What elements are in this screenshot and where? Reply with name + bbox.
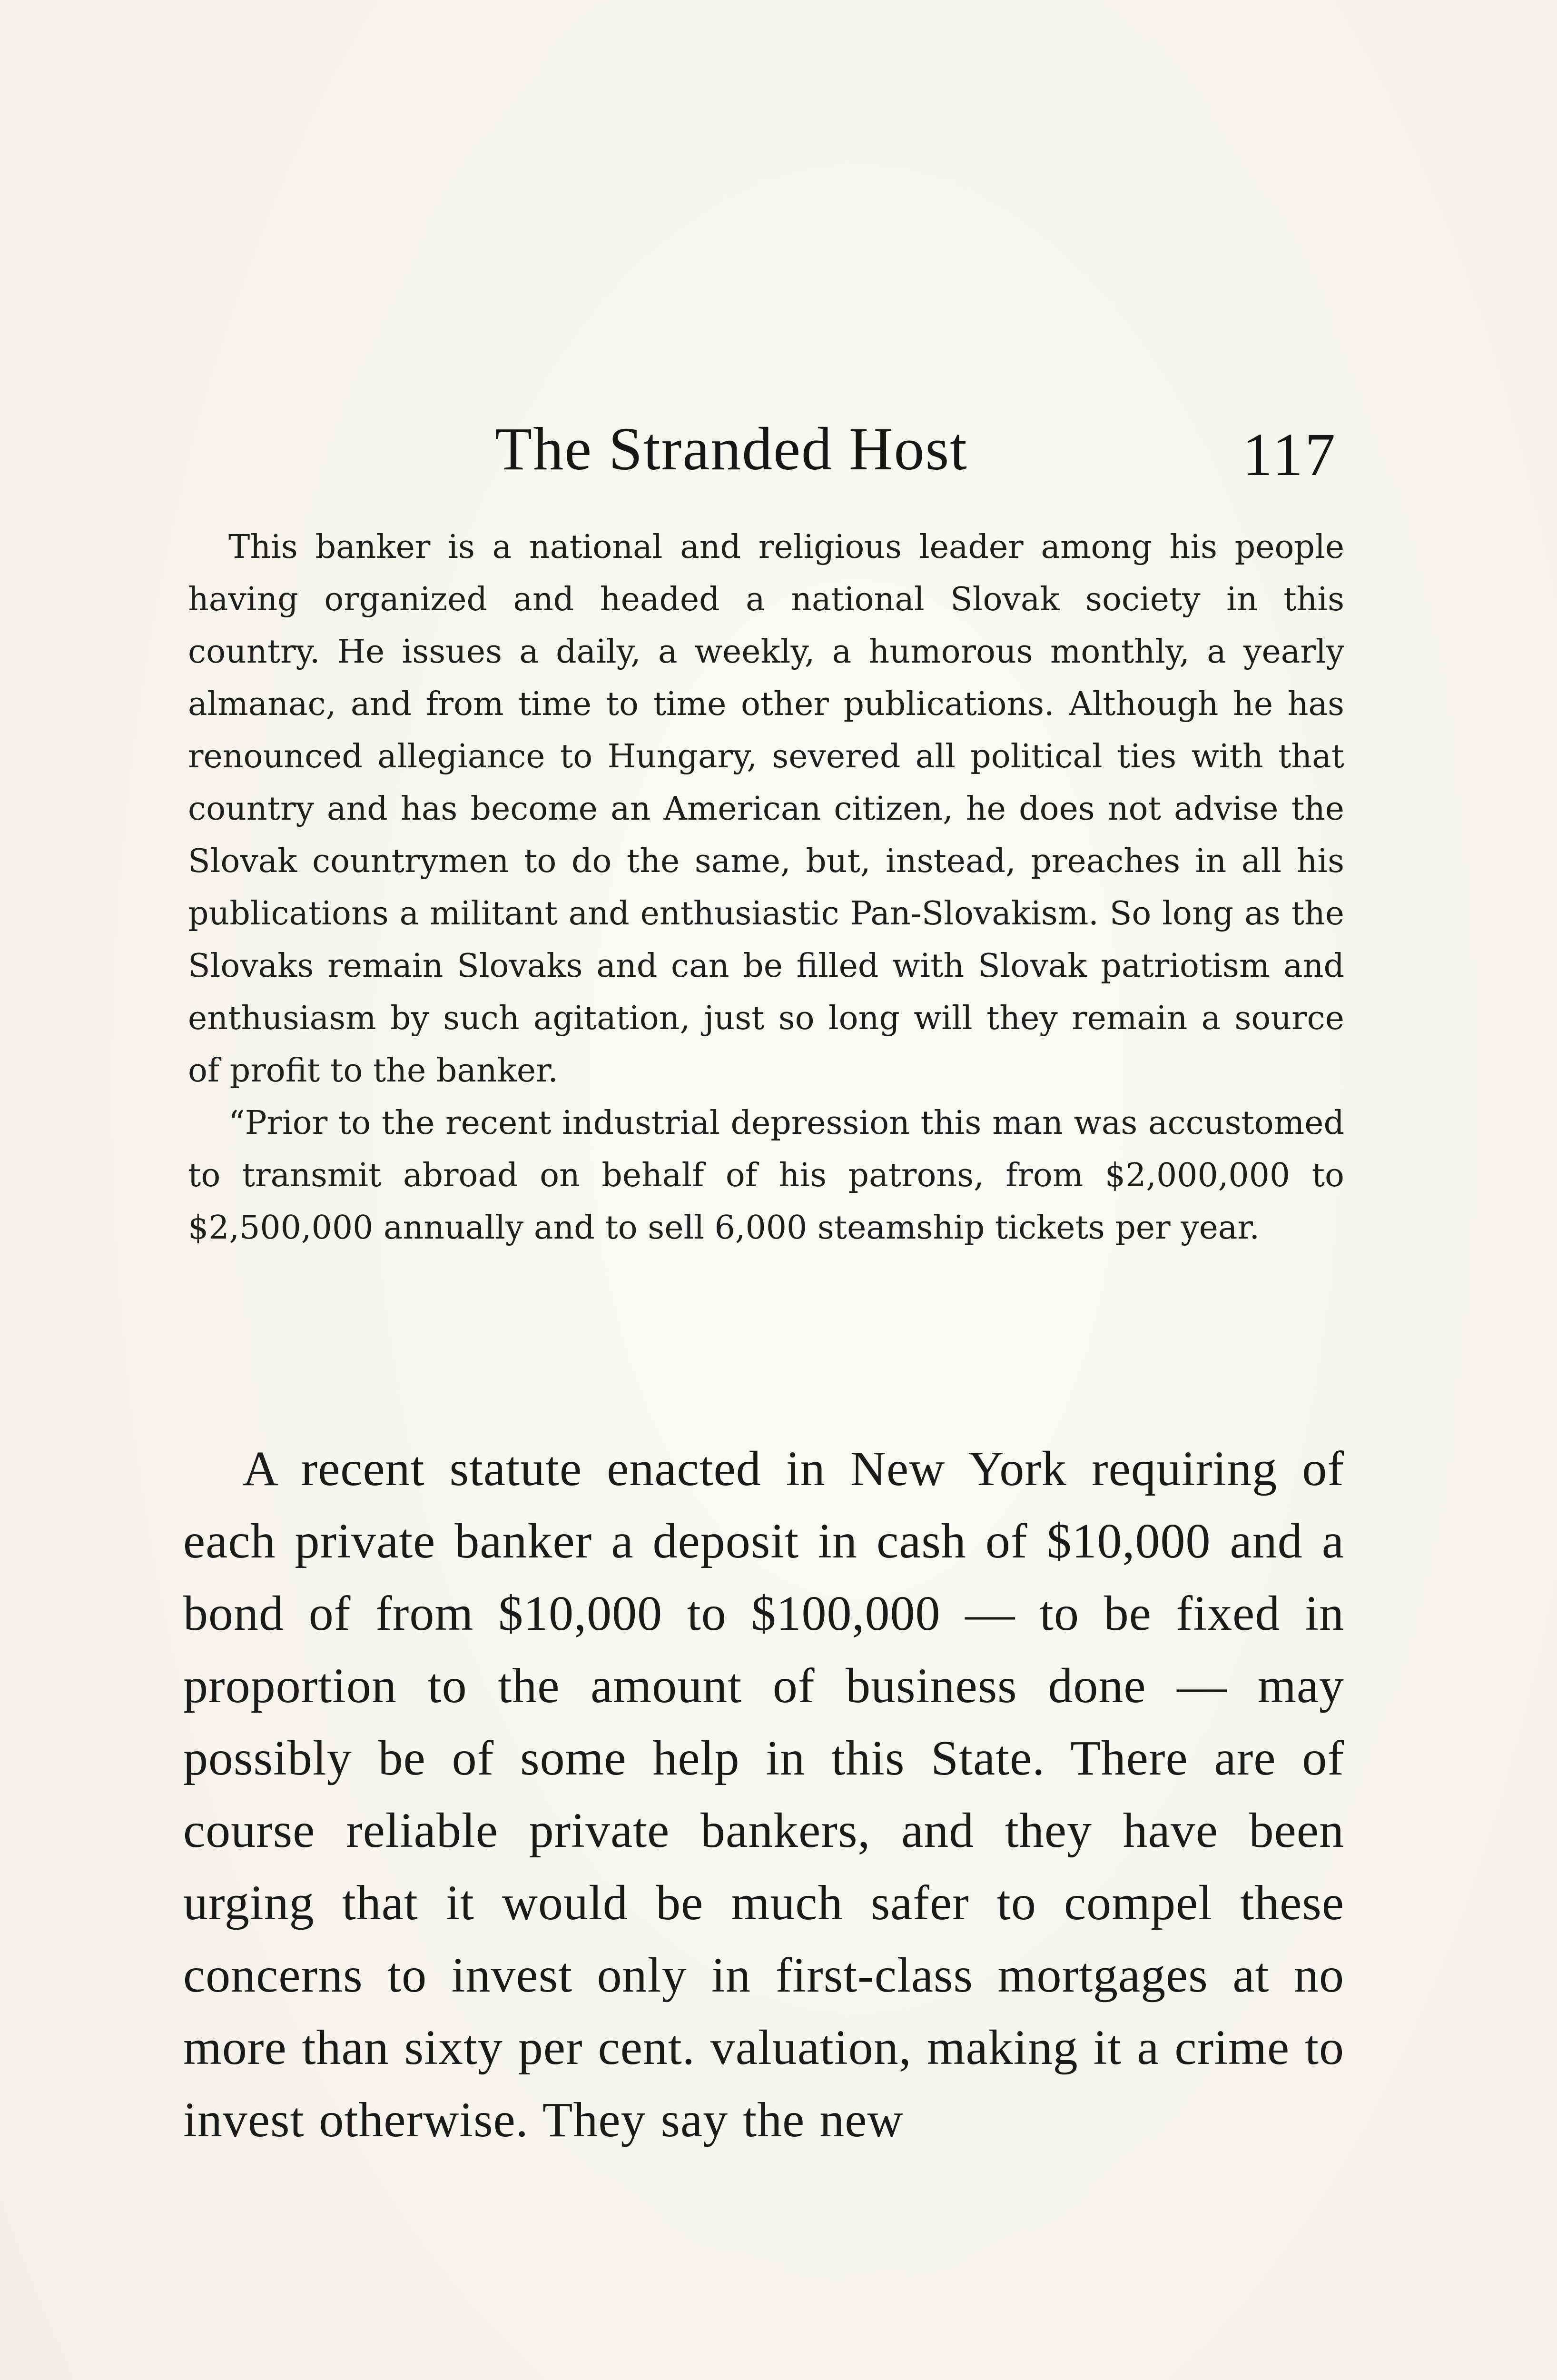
running-title: The Stranded Host: [495, 415, 968, 483]
quoted-extract: [188, 521, 1344, 1254]
body-text: [183, 1433, 1344, 2156]
quote-paragraph-1: This banker is a national and religious leader among his people having organized and headed a national Slovak society in this country. He issues a daily, a weekly, a humorous monthly, a yearly almanac, and from time to time other publications. Although he has renounced allegiance to Hungary, severed all political ties with that country and has become an American citizen, he does not advise the Slovak countrymen to do the same, but, instead, preaches in all his publications a militant and enthusiastic Pan-Slovakism. So long as the Slovaks remain Slovaks and can be filled with Slovak patriotism and enthusiasm by such agitation, just so long will they remain a source of profit to the banker.: [188, 528, 1344, 1090]
page-header: [186, 414, 1342, 495]
quote-paragraph-2: “Prior to the recent industrial depression this man was accustomed to transmit abroad on behalf of his patrons, from $2,000,000 to $2,500,000 annually and to sell 6,000 steamship tickets per year.: [188, 1104, 1344, 1247]
body-paragraph: A recent statute enacted in New York requiring of each private banker a deposit in cash of $10,000 and a bond of from $10,000 to $100,000 — to be fixed in proportion to the amount of business done — may possibly be of some help in this State. There are of course reliable private bankers, and they have been urging that it would be much safer to compel these concerns to invest only in first-class mortgages at no more than sixty per cent. valuation, making it a crime to invest otherwise. They say the new: [183, 1441, 1344, 2147]
page-number: 117: [1242, 421, 1337, 488]
